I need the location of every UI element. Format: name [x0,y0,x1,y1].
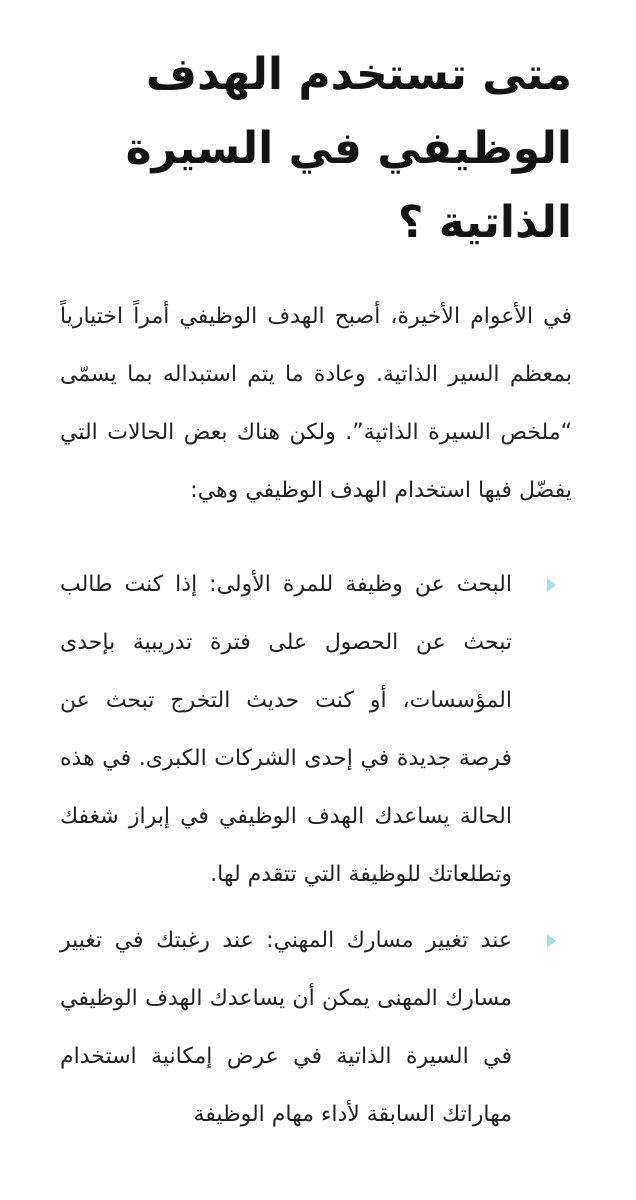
list-item-text: البحث عن وظيفة للمرة الأولى: إذا كنت طالب تبحث عن الحصول على فترة تدريبية بإحدى المؤسسات، أو كنت حديث التخرج تبحث عن فرصة جديدة في إحدى الشركات الكبرى. في هذه الحالة يساعدك الهدف الوظيفي في إبراز شغفك وتطلعاتك للوظيفة التي تتقدم لها. [60,572,512,887]
bullet-list [60,556,572,1144]
article-title: متى تستخدم الهدف الوظيفي في السيرة الذاتية ؟ [125,49,572,248]
list-item [60,912,512,1144]
intro-paragraph: في الأعوام الأخيرة، أصبح الهدف الوظيفي أمراً اختيارياً بمعظم السير الذاتية. وعادة ما يتم استبداله بما يسمّى “ملخص السيرة الذاتية”. ولكن هناك بعض الحالات التي يفضّل فيها استخدام الهدف الوظيفي وهي: [60,304,572,503]
bullet-triangle-icon [547,578,556,592]
list-item [60,556,512,904]
bullet-triangle-icon [547,934,556,948]
list-item-text: عند تغيير مسارك المهني: عند رغبتك في تغيير مسارك المهنى يمكن أن يساعدك الهدف الوظيفي في السيرة الذاتية في عرض إمكانية استخدام مهاراتك السابقة لأداء مهام الوظيفة [60,928,512,1127]
